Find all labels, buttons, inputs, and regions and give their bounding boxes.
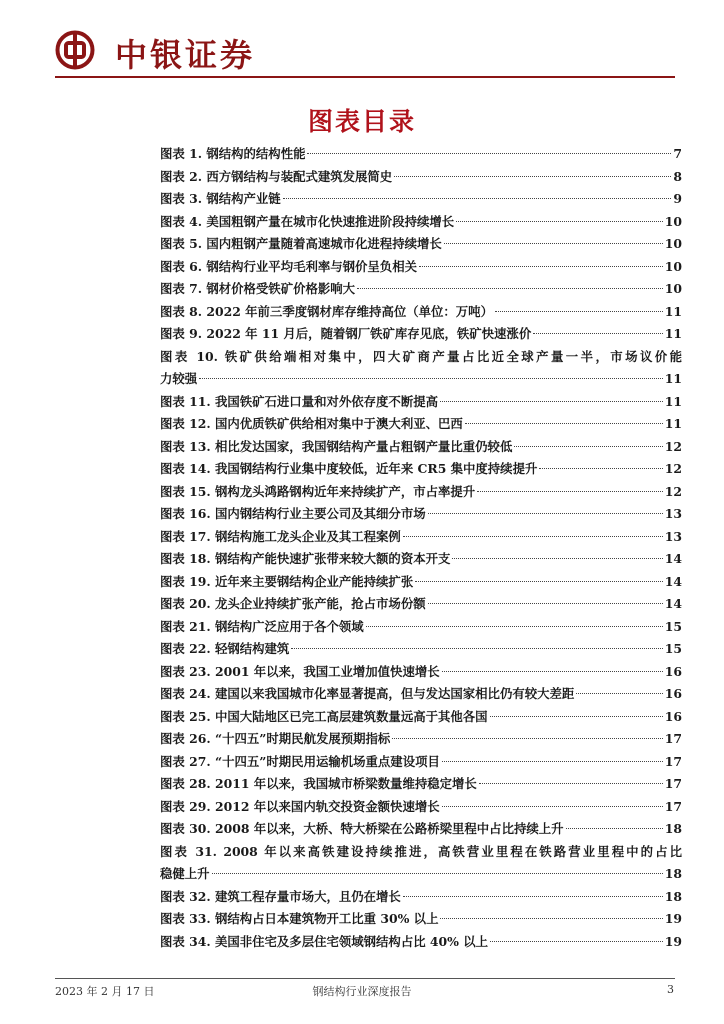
page-title: 图表目录 — [307, 107, 416, 136]
toc-entry-label: 图表 10. 铁矿供给端相对集中，四大矿商产量占比近全球产量一半，市场议价能 — [160, 348, 682, 364]
toc-entry[interactable] — [160, 638, 682, 661]
toc-entry-label: 图表 15. 钢构龙头鸿路钢构近年来持续扩产，市占率提升 — [160, 483, 476, 499]
toc-entry-label: 图表 13. 相比发达国家，我国钢结构产量占粗钢产量比重仍较低 — [160, 438, 513, 454]
toc-leader-dots — [394, 176, 671, 177]
toc-entry-label: 图表 4. 美国粗钢产量在城市化快速推进阶段持续增长 — [160, 213, 455, 229]
toc-leader-dots — [357, 288, 663, 289]
toc-entry[interactable] — [160, 323, 682, 346]
toc-entry-label: 图表 1. 钢结构的结构性能 — [160, 146, 306, 161]
toc-entry-label: 图表 22. 轻钢结构建筑 — [160, 641, 290, 656]
toc-entry-page: 11 — [664, 393, 682, 409]
toc-entry-page: 16 — [664, 708, 682, 724]
toc-leader-dots — [403, 896, 663, 897]
table-of-figures — [160, 143, 682, 953]
toc-entry-page: 17 — [664, 776, 682, 791]
toc-leader-dots — [452, 558, 662, 559]
toc-entry-label: 图表 3. 钢结构产业链 — [160, 191, 281, 206]
toc-leader-dots — [283, 198, 672, 199]
toc-entry-page: 11 — [664, 303, 682, 319]
toc-entry-label: 图表 24. 建国以来我国城市化率显著提高，但与发达国家相比仍有较大差距 — [160, 686, 575, 701]
toc-entry-label: 图表 33. 钢结构占日本建筑物开工比重 30% 以上 — [160, 911, 439, 926]
toc-leader-dots — [490, 941, 663, 942]
toc-entry-label: 图表 17. 钢结构施工龙头企业及其工程案例 — [160, 528, 401, 544]
toc-entry-page: 11 — [664, 326, 682, 341]
toc-leader-dots — [440, 918, 662, 919]
footer-page-number: 3 — [667, 983, 674, 996]
toc-leader-dots — [428, 513, 663, 514]
toc-entry[interactable] — [160, 773, 682, 796]
toc-leader-dots — [442, 806, 663, 807]
toc-entry[interactable] — [160, 616, 682, 639]
toc-entry[interactable] — [160, 143, 682, 166]
toc-entry-page: 16 — [664, 663, 682, 679]
toc-entry-label: 图表 27. “十四五”时期民用运输机场重点建设项目 — [160, 753, 440, 769]
toc-entry-label: 图表 11. 我国铁矿石进口量和对外依存度不断提高 — [160, 393, 438, 409]
toc-entry-label-continued: 力较强 — [160, 371, 198, 386]
toc-entry-continuation — [160, 368, 682, 391]
toc-leader-dots — [419, 266, 663, 267]
toc-entry[interactable] — [160, 211, 682, 234]
toc-entry-label: 图表 18. 钢结构产能快速扩张带来较大额的资本开支 — [160, 551, 451, 566]
toc-leader-dots — [440, 401, 663, 402]
toc-entry-label: 图表 34. 美国非住宅及多层住宅领域钢结构占比 40% 以上 — [160, 933, 489, 949]
toc-entry-label: 图表 21. 钢结构广泛应用于各个领域 — [160, 618, 364, 634]
toc-leader-dots — [392, 738, 662, 739]
toc-entry-page: 17 — [664, 753, 682, 769]
toc-entry[interactable] — [160, 571, 682, 594]
toc-entry[interactable] — [160, 683, 682, 706]
toc-entry[interactable] — [160, 593, 682, 616]
toc-leader-dots — [307, 153, 671, 154]
toc-entry-page: 15 — [664, 641, 682, 656]
toc-entry[interactable] — [160, 751, 682, 774]
toc-leader-dots — [566, 828, 663, 829]
toc-leader-dots — [479, 783, 663, 784]
toc-entry-label: 图表 32. 建筑工程存量市场大，且仍在增长 — [160, 888, 401, 904]
toc-entry[interactable] — [160, 301, 682, 324]
toc-entry[interactable] — [160, 526, 682, 549]
toc-entry-label: 图表 25. 中国大陆地区已完工高层建筑数量远高于其他各国 — [160, 708, 488, 724]
bank-of-china-logo-icon — [55, 30, 95, 70]
toc-entry-page: 17 — [664, 798, 682, 814]
toc-entry[interactable] — [160, 413, 682, 436]
toc-entry[interactable] — [160, 548, 682, 571]
toc-entry[interactable] — [160, 166, 682, 189]
toc-leader-dots — [442, 761, 663, 762]
toc-entry-page: 19 — [664, 911, 682, 926]
toc-entry-label: 图表 2. 西方钢结构与装配式建筑发展简史 — [160, 168, 393, 184]
toc-entry[interactable] — [160, 481, 682, 504]
toc-entry-page: 10 — [664, 213, 682, 229]
toc-entry-page: 14 — [664, 573, 682, 589]
toc-entry-label: 图表 23. 2001 年以来，我国工业增加值快速增长 — [160, 663, 440, 679]
toc-entry-page: 12 — [664, 483, 682, 499]
toc-leader-dots — [403, 536, 663, 537]
toc-entry-label: 图表 26. “十四五”时期民航发展预期指标 — [160, 731, 391, 746]
brand-name: 中银证券 — [115, 36, 256, 74]
toc-entry[interactable] — [160, 796, 682, 819]
toc-entry-page: 19 — [664, 933, 682, 949]
toc-entry[interactable] — [160, 436, 682, 459]
toc-leader-dots — [456, 221, 663, 222]
toc-entry[interactable] — [160, 886, 682, 909]
toc-entry-label: 图表 12. 国内优质铁矿供给相对集中于澳大利亚、巴西 — [160, 416, 463, 431]
toc-entry[interactable] — [160, 908, 682, 931]
header-divider — [55, 76, 675, 78]
toc-entry[interactable] — [160, 458, 682, 481]
page-header — [55, 28, 675, 78]
toc-entry-page: 10 — [664, 258, 682, 274]
toc-entry[interactable] — [160, 841, 682, 886]
toc-entry[interactable] — [160, 728, 682, 751]
toc-entry-label: 图表 8. 2022 年前三季度钢材库存维持高位（单位：万吨） — [160, 303, 493, 319]
toc-leader-dots — [576, 693, 662, 694]
footer-report-title: 钢结构行业深度报告 — [312, 985, 412, 998]
toc-entry-label: 图表 28. 2011 年以来，我国城市桥梁数量维持稳定增长 — [160, 776, 477, 791]
toc-entry-page: 17 — [664, 731, 682, 746]
toc-leader-dots — [533, 333, 663, 334]
toc-leader-dots — [212, 873, 663, 874]
toc-entry-label: 图表 19. 近年来主要钢结构企业产能持续扩张 — [160, 573, 414, 589]
toc-entry-page: 12 — [664, 461, 682, 476]
footer-divider — [55, 978, 675, 979]
toc-leader-dots — [442, 671, 663, 672]
toc-entry-page: 11 — [664, 416, 682, 431]
toc-leader-dots — [495, 311, 663, 312]
toc-entry[interactable] — [160, 706, 682, 729]
toc-entry-page: 10 — [664, 236, 682, 251]
toc-entry[interactable] — [160, 661, 682, 684]
toc-leader-dots — [490, 716, 663, 717]
toc-entry-label: 图表 9. 2022 年 11 月后，随着钢厂铁矿库存见底，铁矿快速涨价 — [160, 326, 532, 341]
toc-entry-page: 9 — [673, 191, 682, 206]
toc-entry-page: 14 — [664, 551, 682, 566]
toc-entry-continuation — [160, 863, 682, 886]
toc-entry-page: 13 — [664, 506, 682, 521]
toc-entry-page: 18 — [664, 888, 682, 904]
toc-entry-page: 15 — [664, 618, 682, 634]
toc-leader-dots — [444, 243, 663, 244]
toc-leader-dots — [514, 446, 662, 447]
toc-entry-page: 10 — [664, 281, 682, 296]
toc-entry[interactable] — [160, 391, 682, 414]
toc-entry-page: 13 — [664, 528, 682, 544]
toc-entry-label: 图表 29. 2012 年以来国内轨交投资金额快速增长 — [160, 798, 440, 814]
toc-entry[interactable] — [160, 931, 682, 954]
toc-entry-label: 图表 31. 2008 年以来高铁建设持续推进，高铁营业里程在铁路营业里程中的占比 — [160, 843, 682, 859]
toc-leader-dots — [366, 626, 663, 627]
toc-entry[interactable] — [160, 278, 682, 301]
toc-entry-page: 14 — [664, 596, 682, 611]
toc-leader-dots — [465, 423, 663, 424]
toc-entry-label: 图表 20. 龙头企业持续扩张产能，抢占市场份额 — [160, 596, 426, 611]
footer-date: 2023 年 2 月 17 日 — [55, 985, 155, 998]
toc-entry[interactable] — [160, 503, 682, 526]
toc-leader-dots — [539, 468, 662, 469]
toc-entry-page: 18 — [664, 821, 682, 836]
toc-leader-dots — [477, 491, 663, 492]
toc-entry-label: 图表 6. 钢结构行业平均毛利率与钢价呈负相关 — [160, 258, 417, 274]
toc-entry-label: 图表 7. 钢材价格受铁矿价格影响大 — [160, 281, 356, 296]
toc-entry[interactable] — [160, 818, 682, 841]
toc-entry-label: 图表 16. 国内钢结构行业主要公司及其细分市场 — [160, 506, 426, 521]
toc-entry-page: 7 — [673, 146, 682, 161]
toc-entry-label: 图表 14. 我国钢结构行业集中度较低，近年来 CR5 集中度持续提升 — [160, 461, 538, 476]
toc-entry-page: 8 — [673, 168, 682, 184]
toc-entry-label: 图表 30. 2008 年以来，大桥、特大桥梁在公路桥梁里程中占比持续上升 — [160, 821, 564, 836]
toc-leader-dots — [428, 603, 663, 604]
toc-leader-dots — [291, 648, 662, 649]
toc-entry-page: 18 — [664, 866, 682, 881]
toc-entry-page: 16 — [664, 686, 682, 701]
toc-entry[interactable] — [160, 233, 682, 256]
toc-entry-page: 12 — [664, 438, 682, 454]
toc-entry-label: 图表 5. 国内粗钢产量随着高速城市化进程持续增长 — [160, 236, 442, 251]
toc-entry-label-continued: 稳健上升 — [160, 866, 210, 881]
toc-entry[interactable] — [160, 346, 682, 391]
toc-leader-dots — [199, 378, 663, 379]
toc-entry-page: 11 — [664, 371, 682, 386]
toc-entry[interactable] — [160, 188, 682, 211]
toc-leader-dots — [415, 581, 663, 582]
toc-entry[interactable] — [160, 256, 682, 279]
